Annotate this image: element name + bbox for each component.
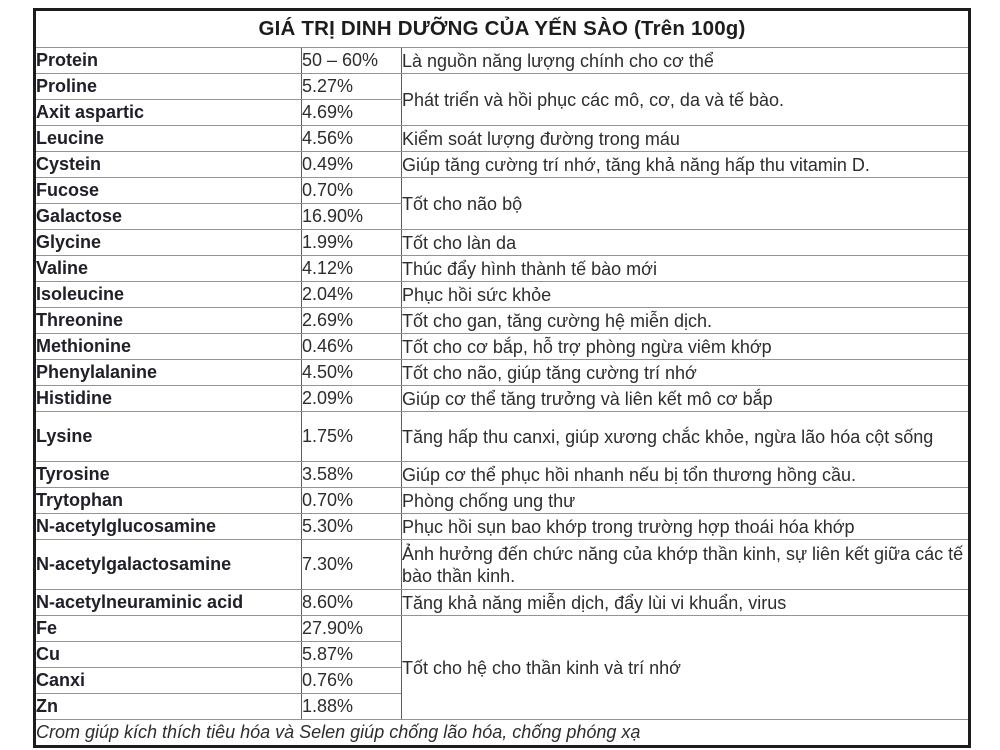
benefit-cell: Phục hồi sụn bao khớp trong trường hợp thoái hóa khớp bbox=[402, 514, 970, 540]
nutrient-name-cell: Cystein bbox=[35, 152, 302, 178]
amount-cell: 2.09% bbox=[302, 386, 402, 412]
nutrient-name-cell: Glycine bbox=[35, 230, 302, 256]
table-row bbox=[35, 334, 970, 360]
benefit-cell: Giúp tăng cường trí nhớ, tăng khả năng hấp thu vitamin D. bbox=[402, 152, 970, 178]
nutrition-table bbox=[33, 8, 971, 748]
amount-cell: 0.49% bbox=[302, 152, 402, 178]
amount-cell: 5.30% bbox=[302, 514, 402, 540]
amount-cell: 8.60% bbox=[302, 590, 402, 616]
benefit-cell: Phòng chống ung thư bbox=[402, 488, 970, 514]
nutrient-name-cell: Trytophan bbox=[35, 488, 302, 514]
benefit-cell: Tốt cho gan, tăng cường hệ miễn dịch. bbox=[402, 308, 970, 334]
amount-cell: 1.88% bbox=[302, 694, 402, 720]
table-title: GIÁ TRỊ DINH DƯỠNG CỦA YẾN SÀO (Trên 100g) bbox=[35, 10, 970, 48]
amount-cell: 1.99% bbox=[302, 230, 402, 256]
nutrient-name-cell: Axit aspartic bbox=[35, 100, 302, 126]
table-row bbox=[35, 412, 970, 462]
benefit-cell: Giúp cơ thể phục hồi nhanh nếu bị tổn thương hồng cầu. bbox=[402, 462, 970, 488]
benefit-cell: Tốt cho làn da bbox=[402, 230, 970, 256]
table-row bbox=[35, 616, 970, 642]
benefit-cell: Là nguồn năng lượng chính cho cơ thể bbox=[402, 48, 970, 74]
table-row bbox=[35, 230, 970, 256]
table-row bbox=[35, 360, 970, 386]
amount-cell: 4.56% bbox=[302, 126, 402, 152]
benefit-cell: Phục hồi sức khỏe bbox=[402, 282, 970, 308]
nutrient-name-cell: Protein bbox=[35, 48, 302, 74]
table-row bbox=[35, 514, 970, 540]
table-row bbox=[35, 178, 970, 204]
table-row bbox=[35, 386, 970, 412]
table-row bbox=[35, 462, 970, 488]
amount-cell: 16.90% bbox=[302, 204, 402, 230]
table-row bbox=[35, 282, 970, 308]
nutrient-name-cell: N-acetylglucosamine bbox=[35, 514, 302, 540]
benefit-cell: Tốt cho cơ bắp, hỗ trợ phòng ngừa viêm khớp bbox=[402, 334, 970, 360]
amount-cell: 4.12% bbox=[302, 256, 402, 282]
benefit-cell: Kiểm soát lượng đường trong máu bbox=[402, 126, 970, 152]
nutrient-name-cell: N-acetylgalactosamine bbox=[35, 540, 302, 590]
amount-cell: 50 – 60% bbox=[302, 48, 402, 74]
amount-cell: 1.75% bbox=[302, 412, 402, 462]
benefit-cell: Tăng khả năng miễn dịch, đẩy lùi vi khuẩn, virus bbox=[402, 590, 970, 616]
table-row bbox=[35, 590, 970, 616]
nutrient-name-cell: Isoleucine bbox=[35, 282, 302, 308]
amount-cell: 0.70% bbox=[302, 178, 402, 204]
benefit-cell: Tăng hấp thu canxi, giúp xương chắc khỏe, ngừa lão hóa cột sống bbox=[402, 412, 970, 462]
table-row bbox=[35, 488, 970, 514]
nutrient-name-cell: Lysine bbox=[35, 412, 302, 462]
table-row bbox=[35, 152, 970, 178]
amount-cell: 0.70% bbox=[302, 488, 402, 514]
nutrient-name-cell: Methionine bbox=[35, 334, 302, 360]
nutrient-name-cell: Zn bbox=[35, 694, 302, 720]
nutrient-name-cell: Leucine bbox=[35, 126, 302, 152]
table-row bbox=[35, 74, 970, 100]
table-row bbox=[35, 540, 970, 590]
benefit-cell: Tốt cho não, giúp tăng cường trí nhớ bbox=[402, 360, 970, 386]
nutrient-name-cell: Threonine bbox=[35, 308, 302, 334]
footnote-row bbox=[35, 720, 970, 747]
nutrient-name-cell: Histidine bbox=[35, 386, 302, 412]
amount-cell: 4.69% bbox=[302, 100, 402, 126]
table-row bbox=[35, 308, 970, 334]
amount-cell: 2.04% bbox=[302, 282, 402, 308]
amount-cell: 2.69% bbox=[302, 308, 402, 334]
nutrient-name-cell: Fe bbox=[35, 616, 302, 642]
benefit-cell: Tốt cho não bộ bbox=[402, 178, 970, 230]
amount-cell: 27.90% bbox=[302, 616, 402, 642]
benefit-cell: Tốt cho hệ cho thần kinh và trí nhớ bbox=[402, 616, 970, 720]
nutrient-name-cell: Tyrosine bbox=[35, 462, 302, 488]
amount-cell: 0.46% bbox=[302, 334, 402, 360]
benefit-cell: Thúc đẩy hình thành tế bào mới bbox=[402, 256, 970, 282]
benefit-cell: Giúp cơ thể tăng trưởng và liên kết mô cơ bắp bbox=[402, 386, 970, 412]
benefit-cell: Ảnh hưởng đến chức năng của khớp thần kinh, sự liên kết giữa các tế bào thần kinh. bbox=[402, 540, 970, 590]
table-row bbox=[35, 48, 970, 74]
table-row bbox=[35, 256, 970, 282]
nutrient-name-cell: Cu bbox=[35, 642, 302, 668]
amount-cell: 3.58% bbox=[302, 462, 402, 488]
nutrient-name-cell: Proline bbox=[35, 74, 302, 100]
nutrient-name-cell: Phenylalanine bbox=[35, 360, 302, 386]
nutrient-name-cell: Fucose bbox=[35, 178, 302, 204]
nutrient-name-cell: Canxi bbox=[35, 668, 302, 694]
amount-cell: 0.76% bbox=[302, 668, 402, 694]
table-footnote: Crom giúp kích thích tiêu hóa và Selen giúp chống lão hóa, chống phóng xạ bbox=[35, 720, 970, 747]
amount-cell: 5.87% bbox=[302, 642, 402, 668]
nutrient-name-cell: N-acetylneuraminic acid bbox=[35, 590, 302, 616]
amount-cell: 5.27% bbox=[302, 74, 402, 100]
amount-cell: 4.50% bbox=[302, 360, 402, 386]
nutrient-name-cell: Valine bbox=[35, 256, 302, 282]
benefit-cell: Phát triển và hồi phục các mô, cơ, da và tế bào. bbox=[402, 74, 970, 126]
title-row bbox=[35, 10, 970, 48]
amount-cell: 7.30% bbox=[302, 540, 402, 590]
nutrient-name-cell: Galactose bbox=[35, 204, 302, 230]
table-row bbox=[35, 126, 970, 152]
